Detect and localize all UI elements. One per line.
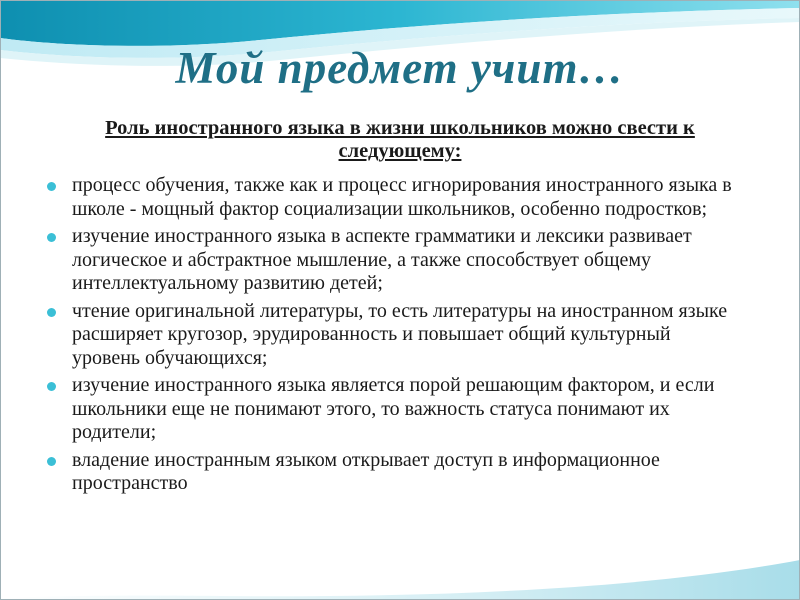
bottom-wave-decoration (0, 540, 800, 600)
bullet-text: изучение иностранного языка в аспекте грамматики и лексики развивает логическое и абстрактное мышление, а также способствует общему интеллектуальному развитию детей; (72, 225, 692, 294)
slide-subtitle: Роль иностранного языка в жизни школьников можно свести к следующему: (105, 117, 695, 162)
bullet-text: процесс обучения, также как и процесс игнорирования иностранного языка в школе - мощный фактор социализации школьников, особенно подростков; (72, 174, 732, 220)
bullet-item (42, 374, 742, 445)
circle-bullet-icon (47, 182, 56, 191)
slide-title: Мой предмет учит… (175, 43, 625, 93)
circle-bullet-icon (47, 382, 56, 391)
circle-bullet-icon (47, 233, 56, 242)
circle-bullet-icon (47, 457, 56, 466)
bullet-text: изучение иностранного языка является порой решающим фактором, и если школьники еще не понимают этого, то важность статуса понимают их родители; (72, 374, 715, 443)
bullet-item (42, 449, 742, 496)
bullet-text: чтение оригинальной литературы, то есть литературы на иностранном языке расширяет кругозор, эрудированность и повышает общий культурный уровень обучающихся; (72, 299, 728, 369)
bullet-item (42, 225, 742, 296)
bullet-text: владение иностранным языком открывает доступ в информационное пространство (72, 448, 660, 494)
circle-bullet-icon (47, 308, 56, 317)
bullet-list (42, 174, 742, 500)
bullet-item (42, 300, 742, 371)
bullet-item (42, 174, 742, 221)
